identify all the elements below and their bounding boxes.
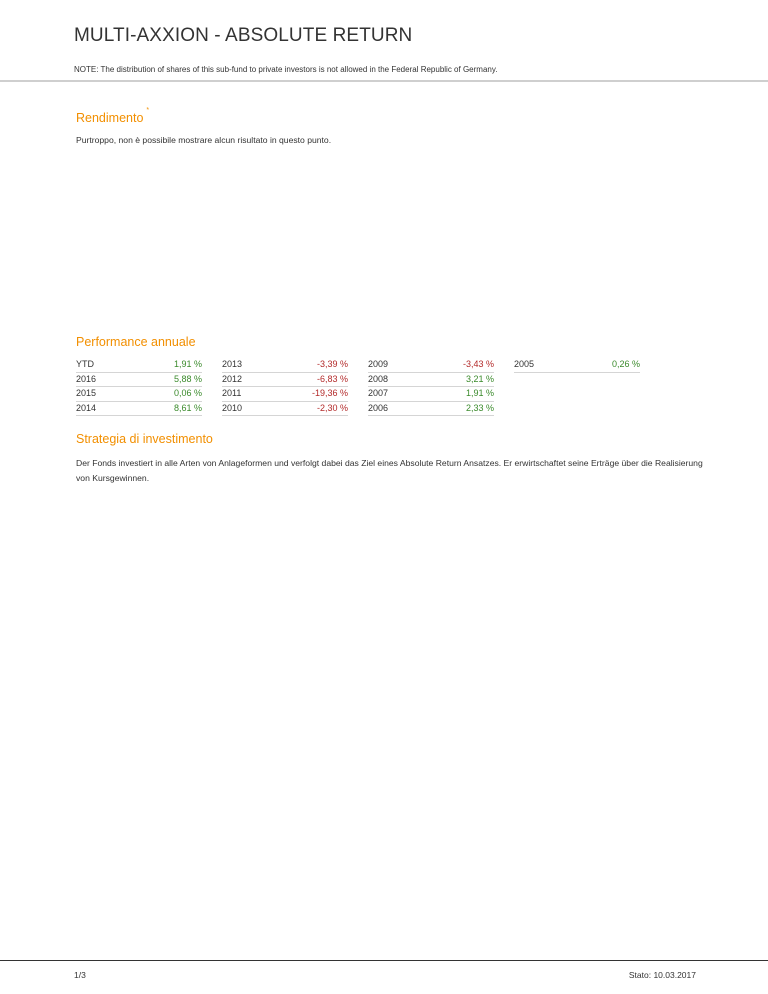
performance-column-1: [76, 358, 202, 416]
performance-row: [368, 373, 494, 388]
performance-value: 5,88 %: [173, 373, 202, 384]
performance-row: [76, 387, 202, 402]
rendimento-title: Rendimento: [76, 111, 144, 125]
page-header: [0, 0, 768, 82]
performance-value: 1,91 %: [465, 388, 494, 398]
performance-value: -3,43 %: [462, 359, 494, 369]
performance-row: [222, 373, 348, 388]
strategia-heading: Strategia di investimento: [76, 432, 213, 446]
performance-year: 2016: [76, 373, 97, 384]
performance-value: -19,36 %: [311, 388, 348, 398]
performance-year: 2005: [514, 359, 535, 369]
rendimento-heading: [76, 107, 150, 125]
performance-row: [368, 402, 494, 417]
performance-row: [222, 387, 348, 402]
rendimento-footnote-marker: *: [146, 107, 150, 114]
footer-divider: [0, 960, 768, 961]
performance-row: [368, 358, 494, 373]
performance-year: YTD: [76, 359, 94, 369]
performance-row: [222, 358, 348, 373]
performance-year: 2009: [368, 359, 389, 369]
performance-value: 2,33 %: [465, 402, 494, 413]
rendimento-message: Purtroppo, non è possibile mostrare alcun risultato in questo punto.: [76, 135, 332, 145]
performance-row: [514, 358, 640, 373]
stato-date: Stato: 10.03.2017: [628, 970, 696, 980]
fund-title: MULTI-AXXION - ABSOLUTE RETURN: [74, 25, 413, 46]
performance-year: 2013: [222, 359, 243, 369]
strategia-text: Der Fonds investiert in alle Arten von Anlageformen und verfolgt dabei das Ziel eines Absolute Return Ansatzes. Er erwirtschaftet seine Erträge über die Realisierung von Kursgewinnen.: [76, 458, 703, 483]
performance-row: [368, 387, 494, 402]
performance-value: -3,39 %: [316, 359, 348, 369]
performance-year: 2014: [76, 402, 97, 413]
distribution-note: NOTE: The distribution of shares of this sub-fund to private investors is not allowed in the Federal Republic of Germany.: [74, 65, 498, 74]
performance-value: -6,83 %: [316, 373, 348, 384]
performance-heading: Performance annuale: [76, 335, 196, 349]
page-number: 1/3: [74, 970, 86, 980]
performance-year: 2008: [368, 373, 389, 384]
performance-year: 2007: [368, 388, 389, 398]
performance-row: [76, 402, 202, 417]
performance-year: 2010: [222, 402, 243, 413]
performance-value: 1,91 %: [173, 359, 202, 369]
performance-value: 0,06 %: [173, 388, 202, 398]
performance-year: 2011: [222, 388, 242, 398]
performance-column-2: [222, 358, 348, 416]
performance-year: 2012: [222, 373, 243, 384]
performance-value: 0,26 %: [611, 359, 640, 369]
performance-row: [76, 373, 202, 388]
performance-year: 2006: [368, 402, 389, 413]
performance-value: 8,61 %: [173, 402, 202, 413]
performance-column-4: [514, 358, 640, 373]
performance-row: [76, 358, 202, 373]
performance-value: 3,21 %: [465, 373, 494, 384]
performance-row: [222, 402, 348, 417]
performance-column-3: [368, 358, 494, 416]
performance-year: 2015: [76, 388, 97, 398]
performance-value: -2,30 %: [316, 402, 348, 413]
